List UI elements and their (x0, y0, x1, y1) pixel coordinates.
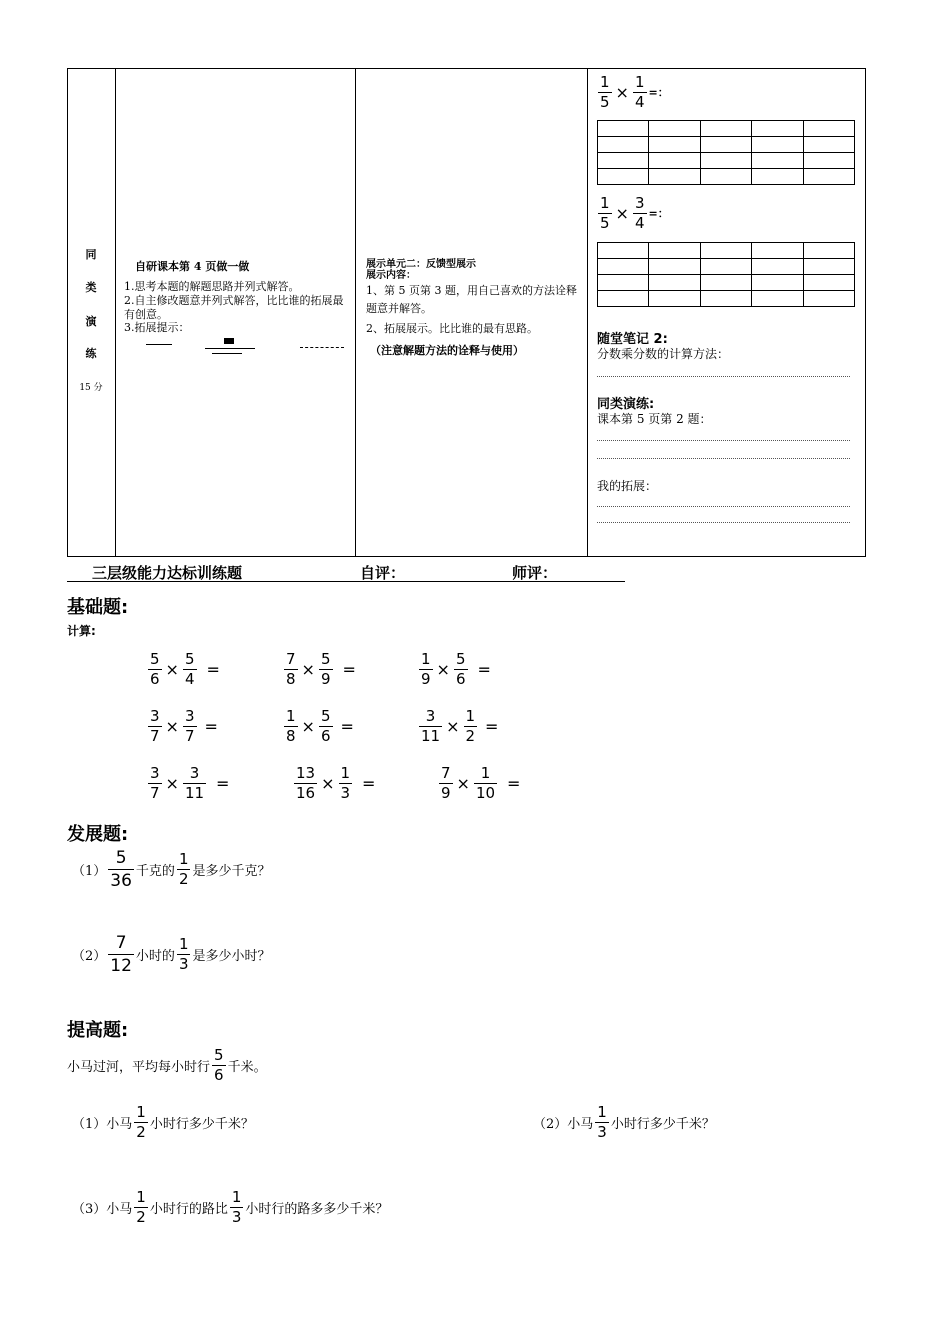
hint-sketch (224, 338, 234, 344)
teacher-eval-label: 师评： (512, 564, 558, 582)
practice-title: 同类演练: (597, 397, 655, 412)
practice-text: 课本第 5 页第 2 题： (597, 412, 712, 426)
calc-problem: $\frac{3}{11}$ × $\frac{1}{2}$ = (421, 707, 499, 745)
fraction: $\frac{1}{5}$ (600, 73, 610, 111)
answer-grid (597, 242, 855, 307)
hint-sketch (300, 347, 344, 348)
side-label-char: 演 (85, 315, 97, 328)
fraction: $\frac{1}{4}$ (634, 73, 645, 111)
self-study-item: 2.自主修改题意并列式解答，比比谁的拓展最有创意。 (124, 294, 344, 321)
side-label-char: 同 (85, 248, 97, 261)
writing-line (597, 440, 850, 441)
calc-problem: $\frac{1}{8}$ × $\frac{5}{6}$ = (286, 707, 354, 745)
improve-question-2: （2）小马 $\frac{1}{3}$ 小时行多少千米？ (533, 1103, 715, 1141)
calc-problem: $\frac{13}{16}$ × $\frac{1}{3}$ = (296, 764, 376, 802)
expression-2: $\frac{1}{5}$ × $\frac{3}{4}$ =： (600, 194, 669, 232)
self-study-item: 3.拓展提示： (124, 321, 190, 334)
hint-sketch (146, 344, 172, 345)
writing-line (597, 376, 850, 377)
develop-question-2: （2） $\frac{7}{12}$ 小时的 $\frac{1}{3}$ 是多少小时？ (72, 933, 271, 976)
column-divider (115, 68, 116, 557)
basic-heading: 基础题: (67, 597, 129, 618)
column-divider (587, 68, 588, 557)
calc-problem: $\frac{7}{9}$ × $\frac{1}{10}$ = (441, 764, 521, 802)
improve-question-1: （1）小马 $\frac{1}{2}$ 小时行多少千米？ (72, 1103, 254, 1141)
extend-text: 我的拓展： (597, 479, 658, 493)
writing-line (597, 522, 850, 523)
calc-problem: $\frac{3}{7}$ × $\frac{3}{11}$ = (150, 764, 230, 802)
calc-problem: $\frac{7}{8}$ × $\frac{5}{9}$ = (286, 650, 356, 688)
display-unit-item: 1、第 5 页第 3 题，用自己喜欢的方法诠释题意并解答。 (366, 284, 577, 315)
display-unit-subtitle: 展示内容： (366, 270, 416, 281)
expression-1: $\frac{1}{5}$ × $\frac{1}{4}$ =： (600, 73, 669, 111)
writing-line (597, 506, 850, 507)
develop-heading: 发展题: (67, 824, 129, 845)
note-title: 随堂笔记 2: (597, 332, 668, 347)
column-divider (355, 68, 356, 557)
fraction: $\frac{3}{4}$ (634, 194, 645, 232)
calc-problem: $\frac{1}{9}$ × $\frac{5}{6}$ = (421, 650, 491, 688)
develop-question-1: （1） $\frac{5}{36}$ 千克的 $\frac{1}{2}$ 是多少千克？ (72, 848, 271, 891)
basic-subheading: 计算: (67, 624, 96, 638)
improve-question-3: （3）小马 $\frac{1}{2}$ 小时行的路比 $\frac{1}{3}$ 小时行的路多多少千米？ (72, 1188, 389, 1226)
display-unit-note: （注意解题方法的诠释与使用） (370, 344, 524, 357)
self-eval-label: 自评： (360, 564, 406, 582)
self-study-title: 自研课本第 4 页做一做 (135, 260, 250, 273)
side-label-char: 练 (85, 347, 97, 360)
improve-intro: 小马过河，平均每小时行 $\frac{5}{6}$ 千米。 (67, 1046, 267, 1084)
note-text: 分数乘分数的计算方法： (597, 347, 730, 361)
display-unit-item: 2、拓展展示。比比谁的最有思路。 (366, 322, 538, 335)
hint-sketch (212, 353, 242, 354)
self-study-item: 1.思考本题的解题思路并列式解答。 (124, 280, 300, 293)
calc-problem: $\frac{3}{7}$ × $\frac{3}{7}$ = (150, 707, 218, 745)
side-label-char: 类 (85, 281, 97, 294)
fraction: $\frac{1}{5}$ (600, 194, 610, 232)
hint-sketch (205, 348, 255, 349)
writing-line (597, 458, 850, 459)
calc-problem: $\frac{5}{6}$ × $\frac{5}{4}$ = (150, 650, 220, 688)
display-unit-title: 展示单元二：反馈型展示 (366, 259, 476, 270)
answer-grid (597, 120, 855, 185)
banner-title: 三层级能力达标训练题 (92, 564, 243, 582)
time-label: 15 分 (79, 383, 103, 393)
improve-heading: 提高题: (67, 1020, 129, 1041)
